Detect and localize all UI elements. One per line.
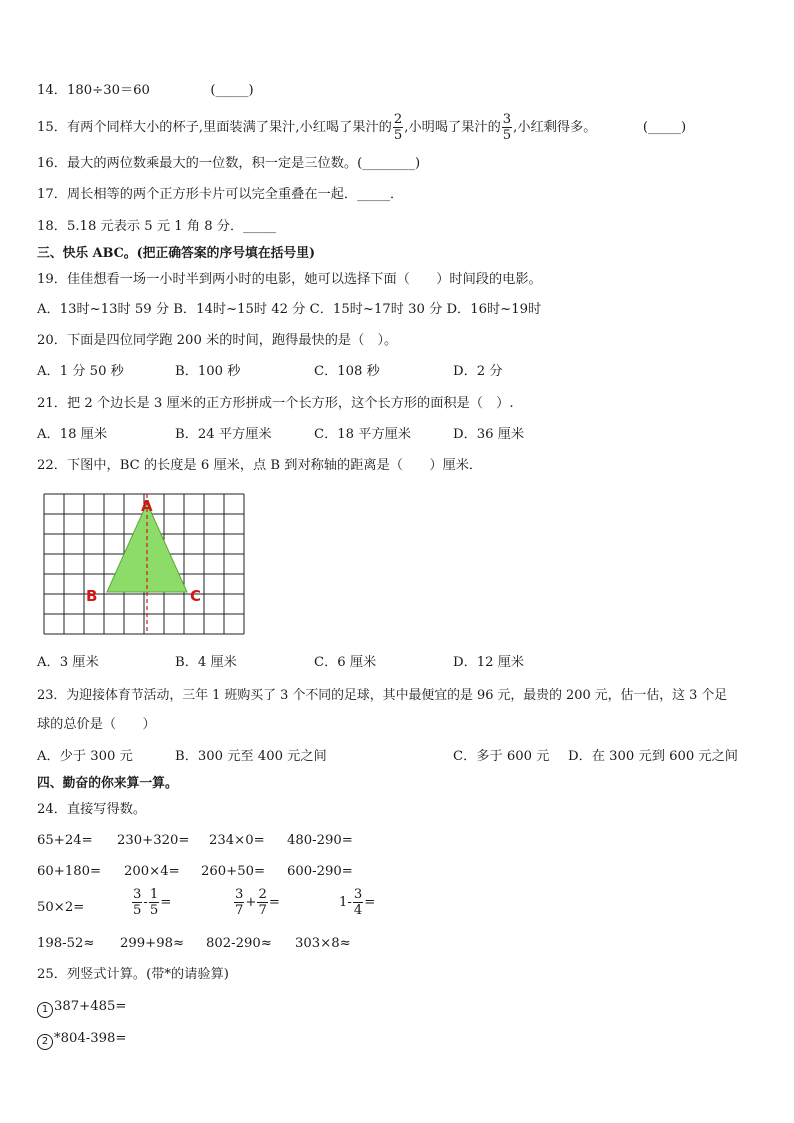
question-16: 16．最大的两位数乘最大的一位数，积一定是三位数。(________) bbox=[37, 156, 421, 171]
option-b: B．300 元至 400 元之间 bbox=[175, 749, 327, 764]
option-d: D．36 厘米 bbox=[453, 427, 525, 442]
question-24: 24．直接写得数。 bbox=[37, 802, 147, 817]
option-a: A．1 分 50 秒 bbox=[37, 364, 124, 379]
question-18: 18．5.18 元表示 5 元 1 角 8 分．_____ bbox=[37, 219, 277, 234]
calc-item: 234×0= bbox=[209, 833, 265, 848]
question-25: 25．列竖式计算。(带*的请验算) bbox=[37, 967, 229, 982]
question-17: 17．周长相等的两个正方形卡片可以完全重叠在一起．_____． bbox=[37, 187, 404, 202]
option-b: B．24 平方厘米 bbox=[175, 427, 272, 442]
question-22: 22．下图中，BC 的长度是 6 厘米，点 B 到对称轴的距离是（ ）厘米． bbox=[37, 458, 483, 473]
calc-item: 198-52≈ bbox=[37, 936, 95, 951]
question-14-text: 14．180÷30＝60 bbox=[37, 83, 150, 98]
question-15: 15．有两个同样大小的杯子,里面装满了果汁,小红喝了果汁的 $\frac{2}{5}$ ,小明喝了果汁的 $\frac{3}{5}$ ,小红剩得多。 (_____) bbox=[37, 112, 687, 143]
question-14 bbox=[37, 82, 254, 100]
calc-item: 299+98≈ bbox=[120, 936, 185, 951]
question-23: 23．为迎接体育节活动，三年 1 班购买了 3 个不同的足球，其中最便宜的是 96 元，最贵的 200 元，估一估，这 3 个足 bbox=[37, 688, 728, 703]
label-a: A bbox=[141, 497, 153, 515]
option-b: B．4 厘米 bbox=[175, 655, 237, 670]
calc-item: 60+180= bbox=[37, 864, 102, 879]
question-20: 20．下面是四位同学跑 200 米的时间，跑得最快的是（ ）。 bbox=[37, 333, 398, 348]
option-a: A．3 厘米 bbox=[37, 655, 99, 670]
option-b: B．100 秒 bbox=[175, 364, 241, 379]
question-19: 19．佳佳想看一场一小时半到两小时的电影，她可以选择下面（ ）时间段的电影。 bbox=[37, 272, 542, 287]
option-d: D．12 厘米 bbox=[453, 655, 525, 670]
question-21: 21．把 2 个边长是 3 厘米的正方形拼成一个长方形，这个长方形的面积是（ ）. bbox=[37, 396, 514, 411]
section-3-heading: 三、快乐 ABC。(把正确答案的序号填在括号里) bbox=[37, 246, 316, 261]
calc-item: 65+24= bbox=[37, 833, 93, 848]
calc-item: 802-290≈ bbox=[206, 936, 272, 951]
answer-blank[interactable]: (_____) bbox=[642, 120, 687, 135]
circled-number: 2 bbox=[37, 1034, 53, 1050]
fraction: $\frac{3}{5}$ bbox=[502, 112, 512, 143]
q25-item-1: 1 387+485= bbox=[37, 998, 126, 1018]
section-4-heading: 四、勤奋的你来算一算。 bbox=[37, 776, 178, 791]
option-d: D．2 分 bbox=[453, 364, 503, 379]
circled-number: 1 bbox=[37, 1002, 53, 1018]
calc-fraction-subtract: $\frac{3}{5}$ - $\frac{1}{5}$ = bbox=[133, 887, 172, 918]
calc-item: 50×2= bbox=[37, 900, 85, 915]
question-23-continued: 球的总价是（ ） bbox=[37, 717, 156, 732]
calc-fraction-add: $\frac{3}{7}$ + $\frac{2}{7}$ = bbox=[235, 887, 280, 918]
option-d: D．在 300 元到 600 元之间 bbox=[568, 749, 738, 764]
calc-fraction-one-minus: 1- $\frac{3}{4}$ = bbox=[339, 887, 376, 918]
fraction: $\frac{2}{5}$ bbox=[393, 112, 403, 143]
answer-blank[interactable]: (_____) bbox=[210, 83, 254, 98]
question-15-text: 15．有两个同样大小的杯子,里面装满了果汁,小红喝了果汁的 bbox=[37, 120, 392, 135]
calc-item: 230+320= bbox=[117, 833, 190, 848]
q25-item-2: 2 *804-398= bbox=[37, 1030, 126, 1050]
calc-item: 480-290= bbox=[287, 833, 353, 848]
option-c: C．多于 600 元 bbox=[453, 749, 550, 764]
option-c: C．6 厘米 bbox=[314, 655, 377, 670]
question-19-options: A．13时~13时 59 分 B．14时~15时 42 分 C．15时~17时 30 分 D．16时~19时 bbox=[37, 302, 542, 317]
triangle-grid-figure bbox=[42, 492, 252, 636]
calc-item: 260+50= bbox=[201, 864, 266, 879]
label-b: B bbox=[86, 587, 98, 605]
label-c: C bbox=[190, 587, 202, 605]
calc-item: 303×8≈ bbox=[295, 936, 351, 951]
option-c: C．108 秒 bbox=[314, 364, 380, 379]
option-a: A．18 厘米 bbox=[37, 427, 108, 442]
option-c: C．18 平方厘米 bbox=[314, 427, 411, 442]
calc-item: 600-290= bbox=[287, 864, 353, 879]
option-a: A．少于 300 元 bbox=[37, 749, 133, 764]
calc-item: 200×4= bbox=[124, 864, 180, 879]
